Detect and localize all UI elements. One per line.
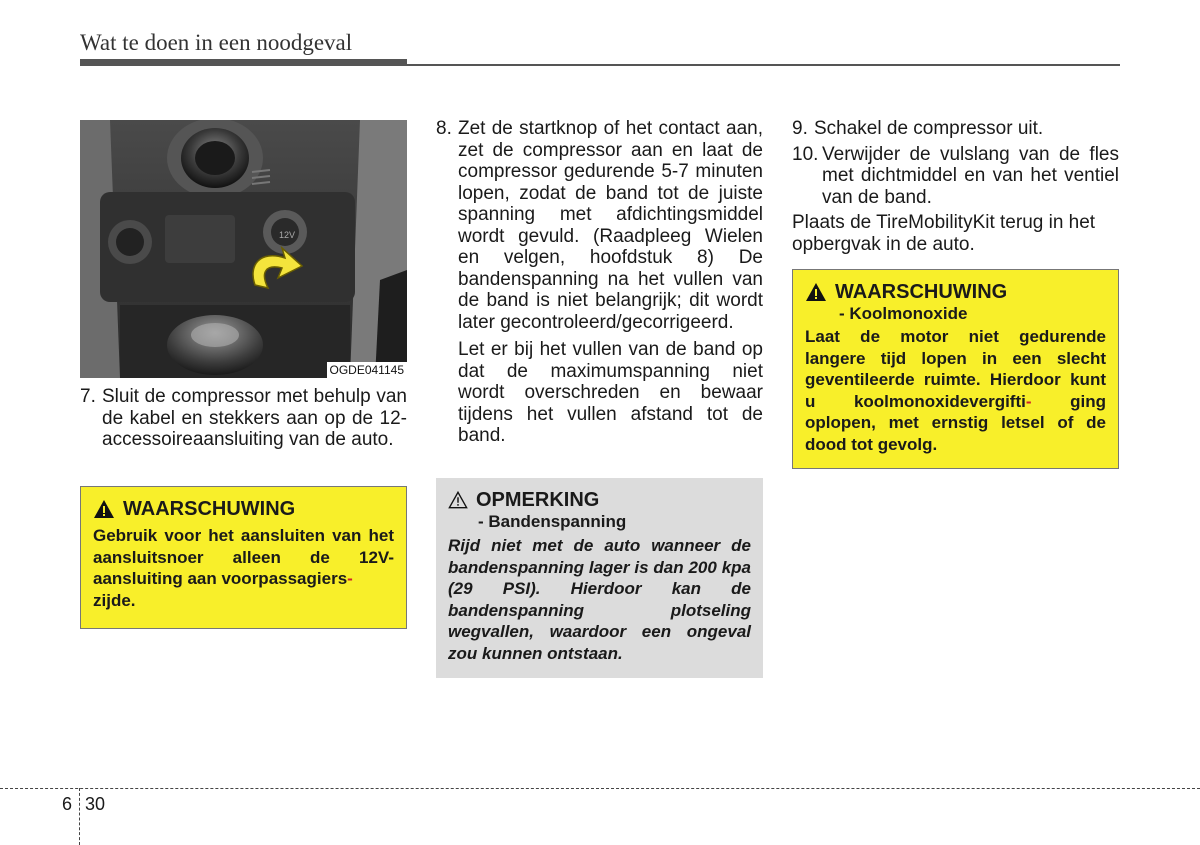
warning-box-12v	[80, 486, 407, 629]
step-number: 9.	[792, 118, 808, 139]
hyphen-mark: -	[1025, 391, 1032, 411]
step-text: Verwijder de vulslang van de fles met dichtmiddel en van het ventiel van de band.	[822, 143, 1119, 208]
column-1	[80, 386, 407, 451]
note-header	[448, 488, 751, 512]
warning-body-text: Gebruik voor het aansluiten van het aansluitsnoer alleen de 12V-aansluiting aan voorpassagiers-	[93, 526, 394, 588]
kit-storage-paragraph: Plaats de TireMobilityKit terug in het opbergvak in de auto.	[792, 212, 1096, 255]
warning-header	[93, 497, 394, 521]
note-title: OPMERKING	[476, 489, 600, 511]
caution-triangle-icon	[448, 490, 468, 510]
note-body: Rijd niet met de auto wanneer de bandenspanning lager is dan 200 kpa (29 PSI). Hierdoor kan de bandenspanning plotseling wegvallen, waardoor een ongeval zou kunnen ontstaan.	[448, 536, 751, 663]
warning-header	[805, 280, 1106, 304]
warning-triangle-icon	[805, 282, 827, 302]
page-header-title: Wat te doen in een noodgeval	[80, 30, 353, 55]
warning-body	[93, 525, 394, 611]
step-number: 7.	[80, 386, 96, 407]
footer-divider	[79, 788, 80, 845]
step-9	[792, 118, 1119, 140]
warning-body-end: ging oplopen, met ernstig letsel of de dood tot gevolg.	[805, 391, 1106, 454]
warning-triangle-icon	[93, 499, 115, 519]
header-rule-thin	[407, 64, 1120, 66]
compressor-socket-photo	[80, 120, 407, 378]
step-number: 8.	[436, 118, 452, 139]
column-2	[436, 118, 763, 447]
warning-body-end: zijde.	[93, 590, 136, 610]
warning-body-text: Laat de motor niet gedurende langere tijd lopen in een slecht geventileerde ruimte. Hierdoor kunt u koolmonoxidevergifti-	[805, 327, 1106, 411]
header-rule-thick	[80, 59, 407, 66]
warning-title: WAARSCHUWING	[835, 281, 1008, 303]
step-8-extra: Let er bij het vullen van de band op dat de maximumspanning niet wordt overschreden en bewaar tijdens het vullen afstand tot de band.	[458, 339, 763, 446]
step-8	[436, 118, 763, 333]
footer-rule	[0, 788, 1200, 789]
warning-subtitle: - Koolmonoxide	[839, 304, 968, 323]
step-text: Zet de startknop of het contact aan, zet de compressor aan en laat de compressor gedurende 5-7 minuten lopen, zodat de band tot de juiste spanning met afdichtingsmiddel wordt gevuld. (Raadpleeg Wielen en velgen, hoofdstuk 8) De bandenspanning na het vullen van de band is niet belangrijk; dit wordt later gecontroleerd/gecorrigeerd.	[458, 118, 763, 333]
step-10	[792, 144, 1119, 209]
note-subtitle: - Bandenspanning	[478, 512, 627, 531]
step-text: Schakel de compressor uit.	[814, 118, 1044, 139]
warning-box-koolmonoxide	[792, 269, 1119, 469]
page-number: 30	[85, 794, 106, 814]
step-number: 10.	[792, 143, 819, 165]
step-text: Sluit de compressor met behulp van de kabel en stekkers aan op de 12-accessoireaansluiting van de auto.	[102, 386, 407, 450]
hyphen-mark: -	[347, 569, 353, 588]
step-7	[80, 386, 407, 451]
column-3	[792, 118, 1119, 255]
note-box-bandenspanning	[436, 478, 763, 678]
figure-code: OGDE041145	[327, 362, 408, 378]
warning-body	[805, 326, 1106, 455]
console-illustration	[80, 120, 407, 378]
svg-text:12V: 12V	[279, 230, 296, 240]
chapter-number: 6	[62, 794, 73, 814]
warning-title: WAARSCHUWING	[123, 498, 296, 520]
